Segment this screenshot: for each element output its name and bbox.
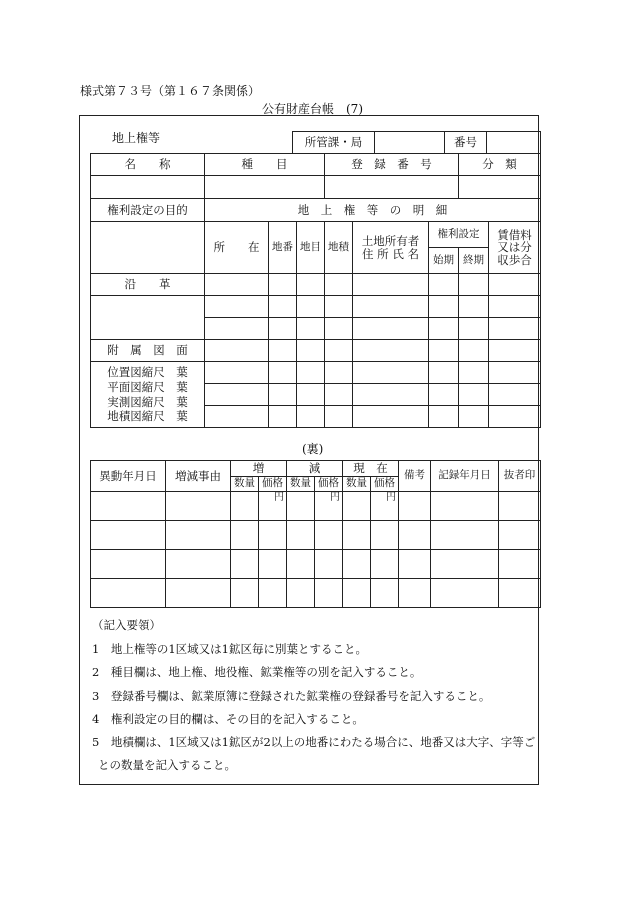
instruction-item: 4 権利設定の目的欄は、その目的を記入すること。 [92, 712, 364, 726]
cell[interactable] [489, 384, 541, 406]
owner-label: 土地所有者 住 所 氏 名 [353, 222, 429, 274]
purpose-label: 権利設定の目的 [91, 199, 205, 222]
cell[interactable] [297, 406, 325, 428]
cell[interactable] [166, 579, 231, 608]
cell[interactable] [489, 296, 541, 318]
qty-label: 数量 [231, 477, 259, 492]
cell[interactable] [297, 340, 325, 362]
cell[interactable] [431, 521, 499, 550]
cell[interactable] [231, 550, 259, 579]
drawing-item: 地積図縮尺 葉 [107, 409, 188, 424]
back-title: (裏) [302, 442, 324, 456]
cell[interactable] [297, 296, 325, 318]
area-label: 地積 [325, 222, 353, 274]
cell[interactable] [431, 579, 499, 608]
back-table [90, 460, 541, 608]
cell[interactable] [315, 521, 343, 550]
record-date-label: 記録年月日 [431, 461, 499, 492]
cell[interactable] [269, 406, 297, 428]
cell[interactable] [429, 384, 459, 406]
cell[interactable] [205, 384, 269, 406]
category-label: 地上権等 [112, 131, 161, 145]
lot-label: 地番 [269, 222, 297, 274]
cell[interactable] [231, 492, 259, 521]
cell[interactable] [399, 492, 431, 521]
header-table [292, 131, 541, 154]
cell[interactable] [205, 340, 269, 362]
decrease-label: 減 [287, 461, 343, 477]
cell[interactable] [325, 318, 353, 340]
cell[interactable] [343, 521, 371, 550]
cell[interactable] [399, 579, 431, 608]
cell[interactable] [91, 550, 166, 579]
cell[interactable] [353, 274, 429, 296]
cell[interactable] [353, 406, 429, 428]
cell[interactable] [459, 318, 489, 340]
cell[interactable] [91, 492, 166, 521]
cell[interactable] [489, 340, 541, 362]
class-label: 分 類 [459, 154, 541, 176]
cell[interactable] [459, 340, 489, 362]
cell[interactable] [489, 274, 541, 296]
start-label: 始期 [429, 248, 459, 274]
cell[interactable] [489, 362, 541, 384]
name-label: 名 称 [91, 154, 205, 176]
cell[interactable] [371, 521, 399, 550]
number-field[interactable] [487, 132, 541, 154]
rent-label: 賃借料 又は分 収歩合 [489, 222, 541, 274]
cell[interactable] [259, 550, 287, 579]
reg-label: 登 録 番 号 [325, 154, 459, 176]
cell[interactable] [205, 318, 269, 340]
cell[interactable] [205, 406, 269, 428]
reg-field[interactable] [325, 176, 459, 199]
front-table [90, 153, 541, 428]
cell[interactable] [325, 406, 353, 428]
dept-label: 所管課・局 [293, 132, 375, 154]
dept-field[interactable] [375, 132, 445, 154]
cell[interactable] [166, 550, 231, 579]
location-label: 所 在 [205, 222, 269, 274]
table-row [91, 521, 541, 550]
cell[interactable] [499, 521, 541, 550]
reason-label: 増減事由 [166, 461, 231, 492]
cell[interactable] [287, 579, 315, 608]
cell[interactable] [91, 579, 166, 608]
cell[interactable] [166, 492, 231, 521]
purpose-field[interactable] [91, 222, 205, 274]
cell[interactable] [269, 384, 297, 406]
cell[interactable] [353, 384, 429, 406]
cell[interactable] [429, 296, 459, 318]
cell[interactable] [269, 318, 297, 340]
cell[interactable] [429, 318, 459, 340]
cell[interactable] [371, 550, 399, 579]
cell[interactable] [325, 362, 353, 384]
qty-label: 数量 [343, 477, 371, 492]
cell[interactable] [259, 521, 287, 550]
cell[interactable] [231, 521, 259, 550]
cell[interactable] [353, 340, 429, 362]
cell[interactable] [287, 521, 315, 550]
cell[interactable] [91, 521, 166, 550]
current-label: 現 在 [343, 461, 399, 477]
instruction-item: 1 地上権等の1区域又は1鉱区毎に別葉とすること。 [92, 642, 367, 656]
landtype-label: 地目 [297, 222, 325, 274]
cell[interactable] [166, 521, 231, 550]
cell[interactable] [499, 492, 541, 521]
cell[interactable] [325, 340, 353, 362]
table-row [91, 550, 541, 579]
cell[interactable] [259, 579, 287, 608]
cell[interactable] [343, 579, 371, 608]
form-number: 様式第７３号（第１６７条関係） [80, 84, 261, 98]
right-setting-label: 権利設定 [429, 222, 489, 248]
cell[interactable] [297, 318, 325, 340]
cell[interactable] [399, 550, 431, 579]
cell[interactable] [297, 274, 325, 296]
cell[interactable] [489, 406, 541, 428]
cell[interactable] [499, 550, 541, 579]
cell[interactable] [315, 579, 343, 608]
cell[interactable] [287, 550, 315, 579]
drawing-item: 位置図縮尺 葉 [107, 364, 188, 379]
price-label: 価格 [259, 477, 287, 492]
cell[interactable] [353, 362, 429, 384]
cell[interactable] [325, 384, 353, 406]
cell[interactable] [399, 521, 431, 550]
drawing-items [91, 362, 205, 428]
instructions-heading: （記入要領） [92, 618, 161, 632]
cell[interactable] [353, 318, 429, 340]
instruction-item: 3 登録番号欄は、鉱業原簿に登録された鉱業権の登録番号を記入すること。 [92, 689, 491, 703]
kind-label: 種 目 [205, 154, 325, 176]
cell[interactable] [353, 296, 429, 318]
cell[interactable] [459, 296, 489, 318]
drawings-label: 附 属 図 面 [91, 340, 205, 362]
name-field[interactable] [91, 176, 205, 199]
yen-unit: 円 [371, 492, 399, 521]
cell[interactable] [269, 340, 297, 362]
cell[interactable] [205, 296, 269, 318]
cell[interactable] [205, 274, 269, 296]
cell[interactable] [269, 296, 297, 318]
cell[interactable] [325, 296, 353, 318]
price-label: 価格 [371, 477, 399, 492]
price-label: 価格 [315, 477, 343, 492]
cell[interactable] [429, 274, 459, 296]
stamp-label: 抜者印 [499, 461, 541, 492]
number-label: 番号 [445, 132, 487, 154]
drawing-item: 実測図縮尺 葉 [107, 394, 188, 409]
instruction-item-continued: との数量を記入すること。 [98, 758, 236, 772]
kind-field[interactable] [205, 176, 325, 199]
instruction-item: 2 種目欄は、地上権、地役権、鉱業権等の別を記入すること。 [92, 665, 422, 679]
cell[interactable] [429, 406, 459, 428]
details-label: 地 上 権 等 の 明 細 [205, 199, 541, 222]
cell[interactable] [269, 362, 297, 384]
cell[interactable] [429, 340, 459, 362]
cell[interactable] [431, 492, 499, 521]
cell[interactable] [459, 274, 489, 296]
cell[interactable] [459, 406, 489, 428]
cell[interactable] [325, 274, 353, 296]
cell[interactable] [371, 579, 399, 608]
cell[interactable] [297, 362, 325, 384]
cell[interactable] [459, 362, 489, 384]
instruction-item: 5 地積欄は、1区域又は1鉱区が2以上の地番にわたる場合に、地番又は大字、字等ご [92, 735, 536, 749]
cell[interactable] [429, 362, 459, 384]
yen-unit: 円 [259, 492, 287, 521]
drawing-item: 平面図縮尺 葉 [107, 379, 188, 394]
cell[interactable] [297, 384, 325, 406]
table-row [91, 579, 541, 608]
cell[interactable] [343, 550, 371, 579]
remarks-label: 備考 [399, 461, 431, 492]
qty-label: 数量 [287, 477, 315, 492]
date-label: 異動年月日 [91, 461, 166, 492]
cell[interactable] [343, 492, 371, 521]
increase-label: 増 [231, 461, 287, 477]
cell[interactable] [231, 579, 259, 608]
cell[interactable] [431, 550, 499, 579]
cell[interactable] [499, 579, 541, 608]
cell[interactable] [269, 274, 297, 296]
history-field[interactable] [91, 296, 205, 340]
class-field[interactable] [459, 176, 541, 199]
cell[interactable] [489, 318, 541, 340]
cell[interactable] [315, 550, 343, 579]
yen-unit: 円 [315, 492, 343, 521]
cell[interactable] [205, 362, 269, 384]
cell[interactable] [287, 492, 315, 521]
table-row [91, 492, 541, 521]
end-label: 終期 [459, 248, 489, 274]
cell[interactable] [459, 384, 489, 406]
page-title: 公有財産台帳 (7) [262, 102, 363, 116]
history-label: 沿 革 [91, 274, 205, 296]
